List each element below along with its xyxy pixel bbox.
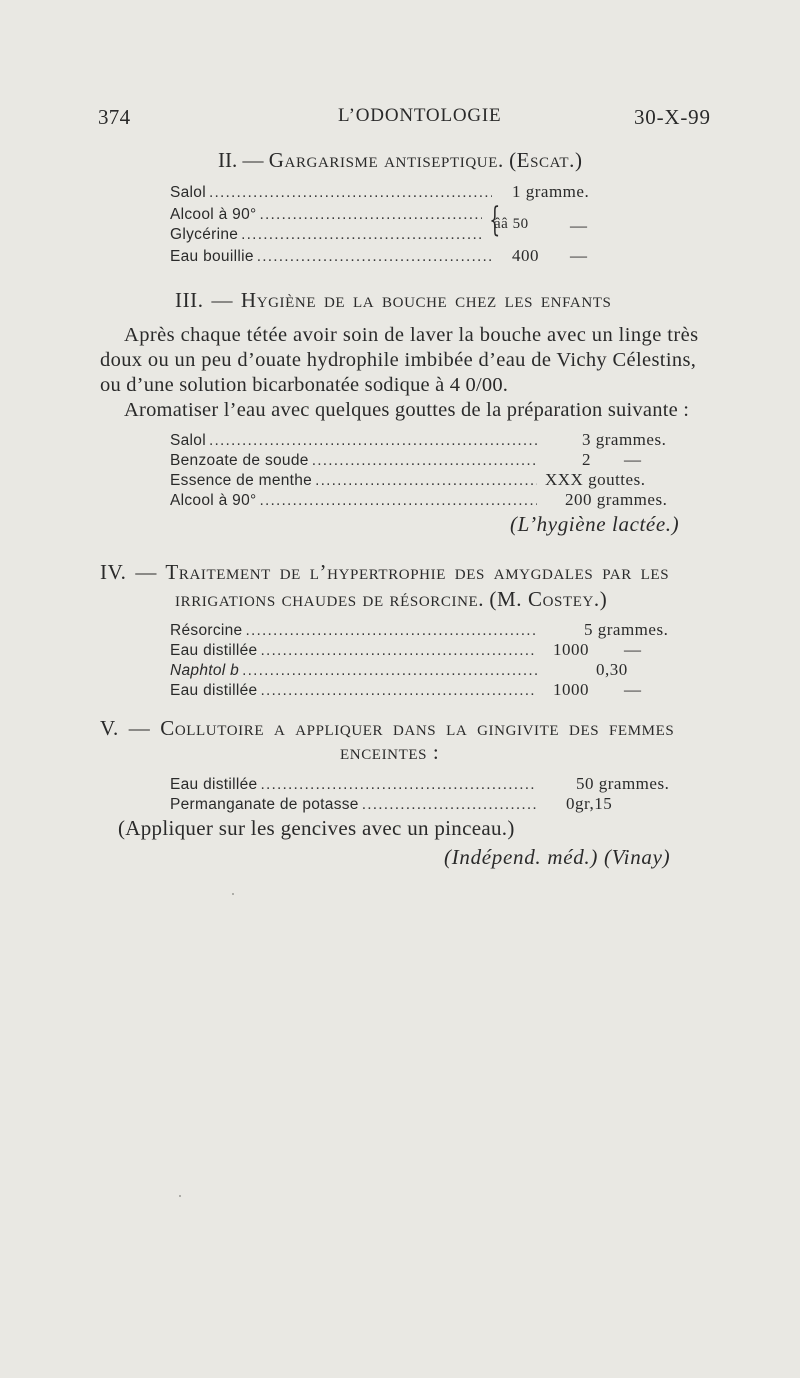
rx-qty: 1 gramme. <box>512 182 590 201</box>
section-3-title: III. — Hygiène de la bouche chez les enfants <box>175 288 612 312</box>
brace-icon: { <box>489 200 501 240</box>
rx-qty: 5 grammes. <box>584 620 669 639</box>
page-number: 374 <box>98 105 131 129</box>
rx-dash: — <box>624 680 642 699</box>
rx-line: Benzoate de soude ..... <box>170 452 540 470</box>
section-2-title: II. — Gargarisme antiseptique. (Escat.) <box>218 148 583 172</box>
section-4-title-cont: irrigations chaudes de résorcine. (M. Costey.) <box>175 587 608 611</box>
section-5-title-cont: enceintes : <box>340 740 440 764</box>
rx-shared-qty: ââ 50 <box>494 216 529 232</box>
rx-qty: 0,30 <box>596 660 628 679</box>
rx-line: Glycérine ..... <box>170 226 485 244</box>
rx-dash: — <box>624 450 642 469</box>
rx-qty: 1000 <box>553 680 589 699</box>
paper-speck <box>179 1195 181 1197</box>
section-4-title: IV. — Traitement de l’hypertrophie des amygdales par les <box>100 560 670 584</box>
rx-qty: 200 grammes. <box>565 490 668 509</box>
rx-line: Eau distillée ..... <box>170 776 540 794</box>
rx-qty: 0gr,15 <box>566 794 613 813</box>
rx-qty: 1000 <box>553 640 589 659</box>
rx-qty: 2 <box>582 450 591 469</box>
rx-line: Eau bouillie ..... <box>170 248 495 266</box>
paragraph-line: Aromatiser l’eau avec quelques gouttes de la préparation suivante : <box>124 399 690 421</box>
section-5-title: V. — Collutoire a appliquer dans la gingivite des femmes <box>100 716 675 740</box>
rx-line: Permanganate de potasse ..... <box>170 796 540 814</box>
instruction-note: (Appliquer sur les gencives avec un pinceau.) <box>118 816 515 840</box>
rx-line: Alcool à 90° ..... <box>170 492 540 510</box>
rx-qty: 400 <box>512 246 539 265</box>
paragraph-line: doux ou un peu d’ouate hydrophile imbibée d’eau de Vichy Célestins, <box>100 349 697 371</box>
rx-line: Eau distillée ..... <box>170 642 540 660</box>
rx-line: Eau distillée ..... <box>170 682 540 700</box>
rx-dash: — <box>570 216 588 235</box>
rx-qty: 3 grammes. <box>582 430 667 449</box>
rx-line: Naphtol b ..... <box>170 662 540 680</box>
running-title: L’ODONTOLOGIE <box>338 105 502 126</box>
rx-qty: XXX gouttes. <box>545 470 646 489</box>
rx-dash: — <box>624 640 642 659</box>
issue-date: 30-X-99 <box>634 105 711 129</box>
rx-line: Essence de menthe ..... <box>170 472 540 490</box>
paper-speck <box>232 893 234 895</box>
source-citation: (L’hygiène lactée.) <box>510 512 680 536</box>
rx-line: Salol ..... <box>170 184 495 202</box>
rx-line: Alcool à 90° ..... <box>170 206 485 224</box>
rx-line: Résorcine ..... <box>170 622 540 640</box>
rx-line: Salol ..... <box>170 432 540 450</box>
rx-qty: 50 grammes. <box>576 774 670 793</box>
paragraph-line: Après chaque tétée avoir soin de laver la bouche avec un linge très <box>124 324 699 346</box>
paragraph-line: ou d’une solution bicarbonatée sodique à 4 0/00. <box>100 374 509 396</box>
source-citation: (Indépend. méd.) (Vinay) <box>444 845 671 869</box>
rx-dash: — <box>570 246 588 265</box>
